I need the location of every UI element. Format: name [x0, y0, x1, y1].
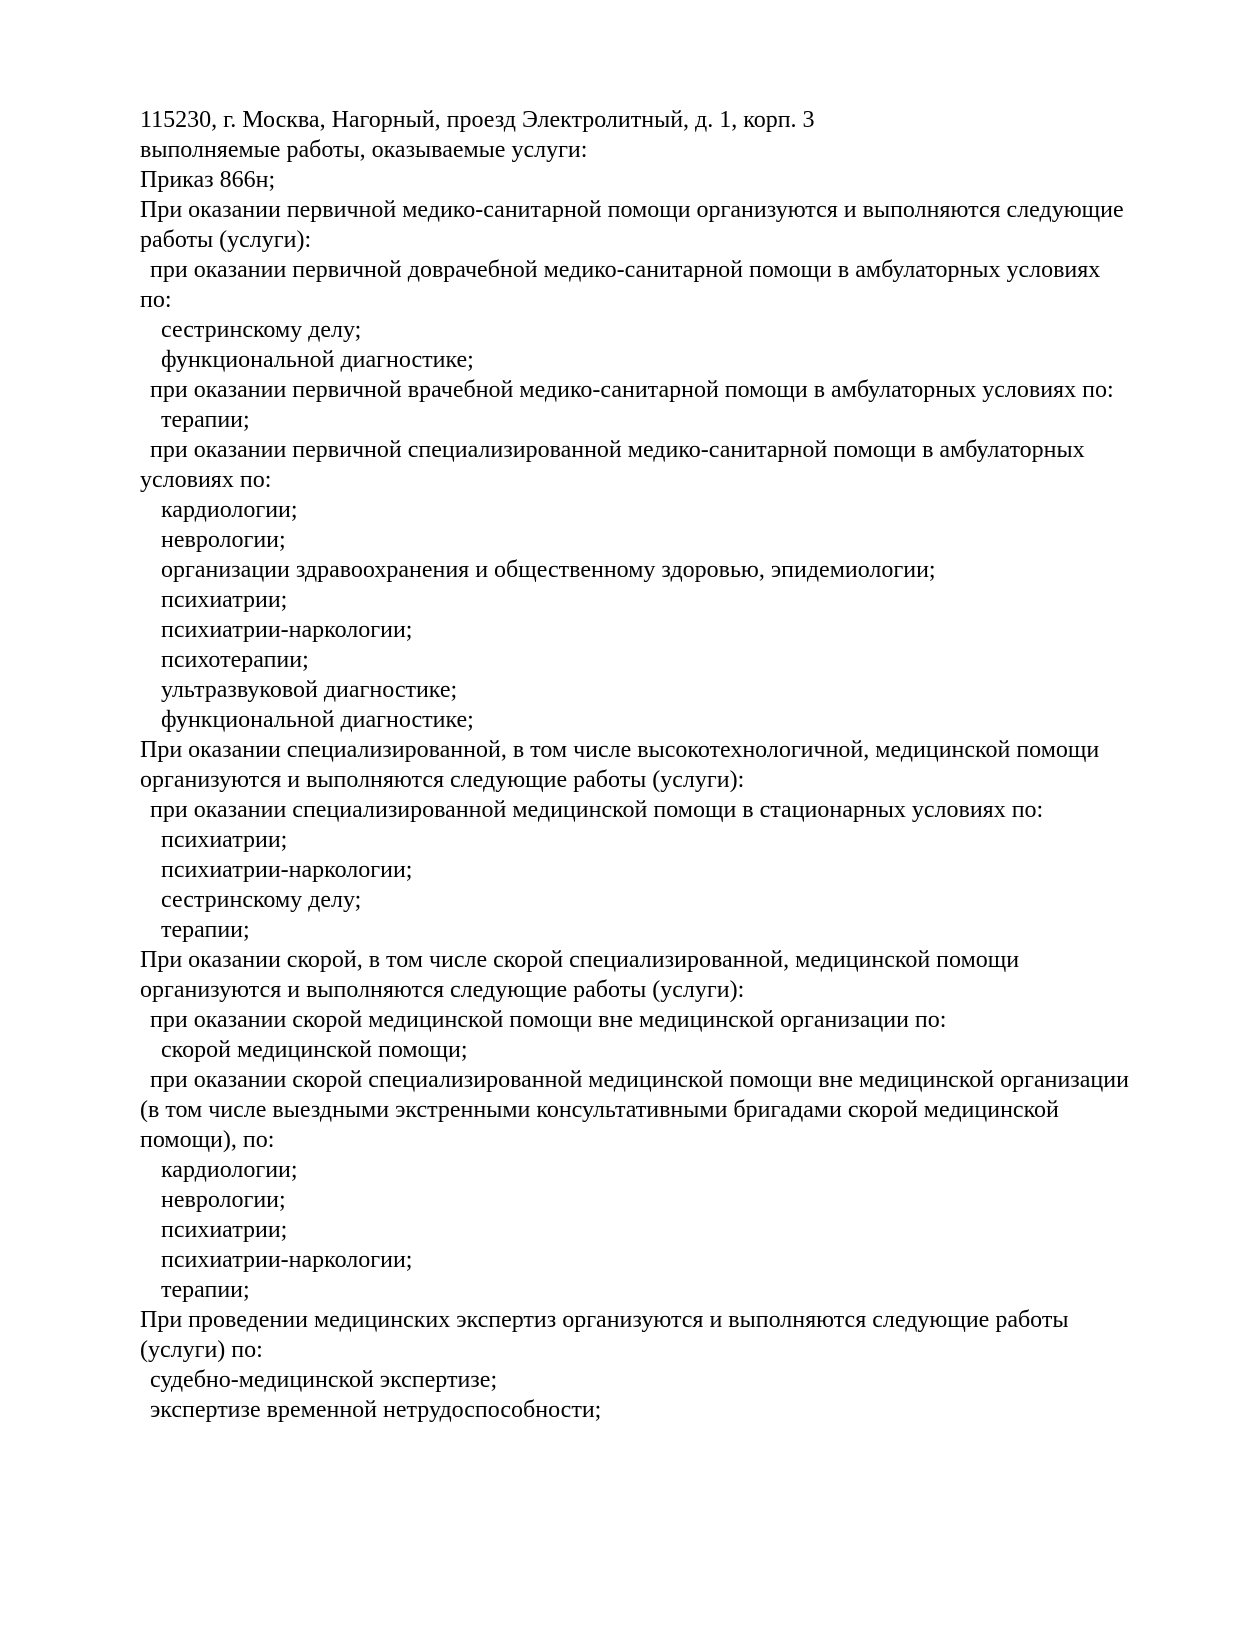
document-line: (в том числе выездными экстренными консультативными бригадами скорой медицинской: [140, 1097, 1059, 1123]
document-line: функциональной диагностике;: [161, 347, 474, 373]
document-line: при оказании скорой медицинской помощи вне медицинской организации по:: [150, 1007, 947, 1033]
document-line: при оказании первичной врачебной медико-санитарной помощи в амбулаторных условиях по:: [150, 377, 1114, 403]
document-line: психиатрии;: [161, 1217, 288, 1243]
document-line: по:: [140, 287, 172, 313]
document-line: кардиологии;: [161, 1157, 298, 1183]
document-line: неврологии;: [161, 1187, 286, 1213]
document-line: 115230, г. Москва, Нагорный, проезд Электролитный, д. 1, корп. 3: [140, 107, 815, 133]
document-line: кардиологии;: [161, 497, 298, 523]
document-line: функциональной диагностике;: [161, 707, 474, 733]
document-line: при оказании первичной специализированной медико-санитарной помощи в амбулаторных: [150, 437, 1085, 463]
document-text: [140, 105, 1129, 1425]
document-line: психиатрии-наркологии;: [161, 857, 413, 883]
document-line: условиях по:: [140, 467, 272, 493]
document-line: выполняемые работы, оказываемые услуги:: [140, 137, 588, 163]
document-line: (услуги) по:: [140, 1337, 263, 1363]
document-line: психиатрии-наркологии;: [161, 617, 413, 643]
document-line: ультразвуковой диагностике;: [161, 677, 458, 703]
document-line: при оказании первичной доврачебной медико-санитарной помощи в амбулаторных условиях: [150, 257, 1101, 283]
document-line: судебно-медицинской экспертизе;: [150, 1367, 498, 1393]
document-line: организуются и выполняются следующие работы (услуги):: [140, 977, 745, 1003]
document-line: При проведении медицинских экспертиз организуются и выполняются следующие работы: [140, 1307, 1069, 1333]
document-line: сестринскому делу;: [161, 887, 362, 913]
document-line: терапии;: [161, 917, 250, 943]
document-line: психиатрии;: [161, 587, 288, 613]
document-line: терапии;: [161, 407, 250, 433]
document-line: при оказании специализированной медицинской помощи в стационарных условиях по:: [150, 797, 1044, 823]
document-line: организуются и выполняются следующие работы (услуги):: [140, 767, 745, 793]
document-line: скорой медицинской помощи;: [161, 1037, 468, 1063]
document-line: При оказании скорой, в том числе скорой специализированной, медицинской помощи: [140, 947, 1020, 973]
document-line: психиатрии;: [161, 827, 288, 853]
document-line: психотерапии;: [161, 647, 309, 673]
document-line: при оказании скорой специализированной медицинской помощи вне медицинской организации: [150, 1067, 1129, 1093]
document-line: экспертизе временной нетрудоспособности;: [150, 1397, 602, 1423]
document-line: организации здравоохранения и общественному здоровью, эпидемиологии;: [161, 557, 936, 583]
document-line: При оказании первичной медико-санитарной помощи организуются и выполняются следующие: [140, 197, 1124, 223]
document-line: Приказ 866н;: [140, 167, 276, 193]
document-line: работы (услуги):: [140, 227, 312, 253]
document-line: психиатрии-наркологии;: [161, 1247, 413, 1273]
document-line: помощи), по:: [140, 1127, 275, 1153]
document-line: неврологии;: [161, 527, 286, 553]
document-line: терапии;: [161, 1277, 250, 1303]
document-line: сестринскому делу;: [161, 317, 362, 343]
document-line: При оказании специализированной, в том числе высокотехнологичной, медицинской помощи: [140, 737, 1100, 763]
